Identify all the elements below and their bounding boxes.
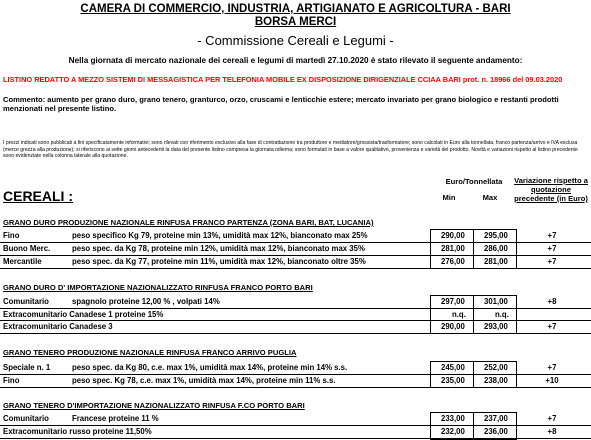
max-value: 293,00 bbox=[484, 322, 508, 331]
section-title: GRANO TENERO PRODUZIONE NAZIONALE RINFUSA FRANCO ARRIVO PUGLIA bbox=[3, 348, 297, 357]
row-desc: peso spec. da Kg 77, proteine min 11%, umidità max 12%, bianconato oltre 35% bbox=[72, 257, 366, 266]
max-column-box bbox=[473, 295, 517, 334]
row-name: Mercantile bbox=[3, 257, 42, 266]
variation-value: +7 bbox=[547, 363, 557, 372]
chamber-title: CAMERA DI COMMERCIO, INDUSTRIA, ARTIGIANATO E AGRICOLTURA - BARI bbox=[80, 3, 511, 15]
max-value: 238,00 bbox=[484, 376, 508, 385]
max-column-box bbox=[473, 229, 517, 269]
variation-value: +10 bbox=[545, 376, 559, 385]
max-value: n.q. bbox=[495, 310, 509, 319]
row-desc: peso specifico Kg 79, proteine min 13%, umidità max 12%, bianconato max 25% bbox=[72, 231, 368, 240]
row-name: Comunitario bbox=[3, 297, 49, 306]
max-value: 236,00 bbox=[484, 427, 508, 436]
min-column-box bbox=[430, 361, 474, 388]
variation-value: +8 bbox=[547, 297, 557, 306]
min-value: 232,00 bbox=[441, 427, 465, 436]
row-name: Extracomunitario Canadese 3 bbox=[3, 322, 113, 331]
min-column-box bbox=[430, 229, 474, 269]
variation-value: +7 bbox=[547, 231, 557, 240]
row-name: Speciale n. 1 bbox=[3, 363, 51, 372]
min-value: 297,00 bbox=[441, 297, 465, 306]
max-value: 252,00 bbox=[484, 363, 508, 372]
min-column-box bbox=[430, 295, 474, 334]
row-name: Fino bbox=[3, 231, 20, 240]
section-title: GRANO DURO D' IMPORTAZIONE NAZIONALIZZATO RINFUSA FRANCO PORTO BARI bbox=[3, 283, 313, 292]
row-name: Buono Merc. bbox=[3, 244, 51, 253]
disclaimer-note: I prezzi indicati sono pubblicati a fini specificatamente informativi; sono rilevati con riferimento esclusivo alla fase di contrattazione tra produttore e mediatore/grossista/trasformatore; sono calcolati in Euro alla tonnellata, franco partenza/arrivo e IVA esclusa (merce grezza alla produzione); si riferiscono ai sette giorni antecedenti la data del presente listino compresa la giornata odierna; sono formulati in base a valore qualitativo, provenienza e varietà del prodotto. Novità e variazioni rispetto al listino precedente sono evidenziate nella colonna laterale alla quotazione. bbox=[3, 140, 578, 160]
borsa-merci-title: BORSA MERCI bbox=[254, 16, 337, 28]
variation-value: +7 bbox=[547, 244, 557, 253]
max-value: 237,00 bbox=[484, 414, 508, 423]
max-value: 301,00 bbox=[484, 297, 508, 306]
min-value: 290,00 bbox=[441, 322, 465, 331]
min-header: Min bbox=[442, 193, 456, 202]
section-title: GRANO TENERO D'IMPORTAZIONE NAZIONALIZZATO RINFUSA F.CO PORTO BARI bbox=[3, 401, 305, 410]
min-value: n.q. bbox=[452, 310, 466, 319]
intro-text: Nella giornata di mercato nazionale dei cereali e legumi di martedì 27.10.2020 è stato rilevato il seguente andamento: bbox=[68, 56, 523, 65]
row-desc: peso spec. da Kg 80, c.e. max 1%, umidità max 14%, proteine min 14% s.s. bbox=[72, 363, 348, 372]
min-value: 245,00 bbox=[441, 363, 465, 372]
row-desc: spagnolo proteine 12,00 % , volpati 14% bbox=[72, 297, 220, 306]
variation-value: +7 bbox=[547, 322, 557, 331]
min-value: 290,00 bbox=[441, 231, 465, 240]
unit-header: Euro/Tonnellata bbox=[445, 177, 503, 186]
row-desc: peso spec. Kg 78, c.e. max 1%, umidità max 14%, proteine min 11% s.s. bbox=[72, 376, 336, 385]
row-desc: Francese proteine 11 % bbox=[72, 414, 159, 423]
max-value: 281,00 bbox=[484, 257, 508, 266]
max-column-box bbox=[473, 412, 517, 440]
max-value: 286,00 bbox=[484, 244, 508, 253]
min-value: 276,00 bbox=[441, 257, 465, 266]
red-notice: LISTINO REDATTO A MEZZO SISTEMI DI MESSAGISTICA PER TELEFONIA MOBILE EX DISPOSIZIONE DIRIGENZIALE CCIAA BARI prot. n. 18966 del 09.03.2020 bbox=[3, 75, 563, 84]
min-value: 235,00 bbox=[441, 376, 465, 385]
row-name: Extracomunitario russo proteine 11,50% bbox=[3, 427, 152, 436]
commento: Commento: aumento per grano duro, grano tenero, granturco, orzo, cruscami e lenticchie estere; mercato invariato per grano biologico e restanti prodotti menzionati nel presente listino. bbox=[3, 95, 559, 113]
commission-title: - Commissione Cereali e Legumi - bbox=[197, 33, 394, 48]
row-name: Comunitario bbox=[3, 414, 49, 423]
row-name: Fino bbox=[3, 376, 20, 385]
variation-value: +7 bbox=[547, 414, 557, 423]
max-column-box bbox=[473, 361, 517, 388]
variation-value: +8 bbox=[547, 427, 557, 436]
min-column-box bbox=[430, 412, 474, 440]
min-value: 281,00 bbox=[441, 244, 465, 253]
cereali-heading: CEREALI : bbox=[3, 188, 73, 204]
section-title: GRANO DURO PRODUZIONE NAZIONALE RINFUSA FRANCO PARTENZA (ZONA BARI, BAT, LUCANIA) bbox=[3, 218, 374, 227]
variation-value: +7 bbox=[547, 257, 557, 266]
min-value: 233,00 bbox=[441, 414, 465, 423]
max-header: Max bbox=[482, 193, 498, 202]
row-desc: peso spec. da Kg 78, proteine min 12%, umidità max 12%, bianconato max 35% bbox=[72, 244, 365, 253]
row-name: Extracomunitario Canadese 1 proteine 15% bbox=[3, 310, 164, 319]
max-value: 295,00 bbox=[484, 231, 508, 240]
variazione-header: Variazione rispetto a quotazione precedente (in Euro) bbox=[514, 176, 588, 203]
